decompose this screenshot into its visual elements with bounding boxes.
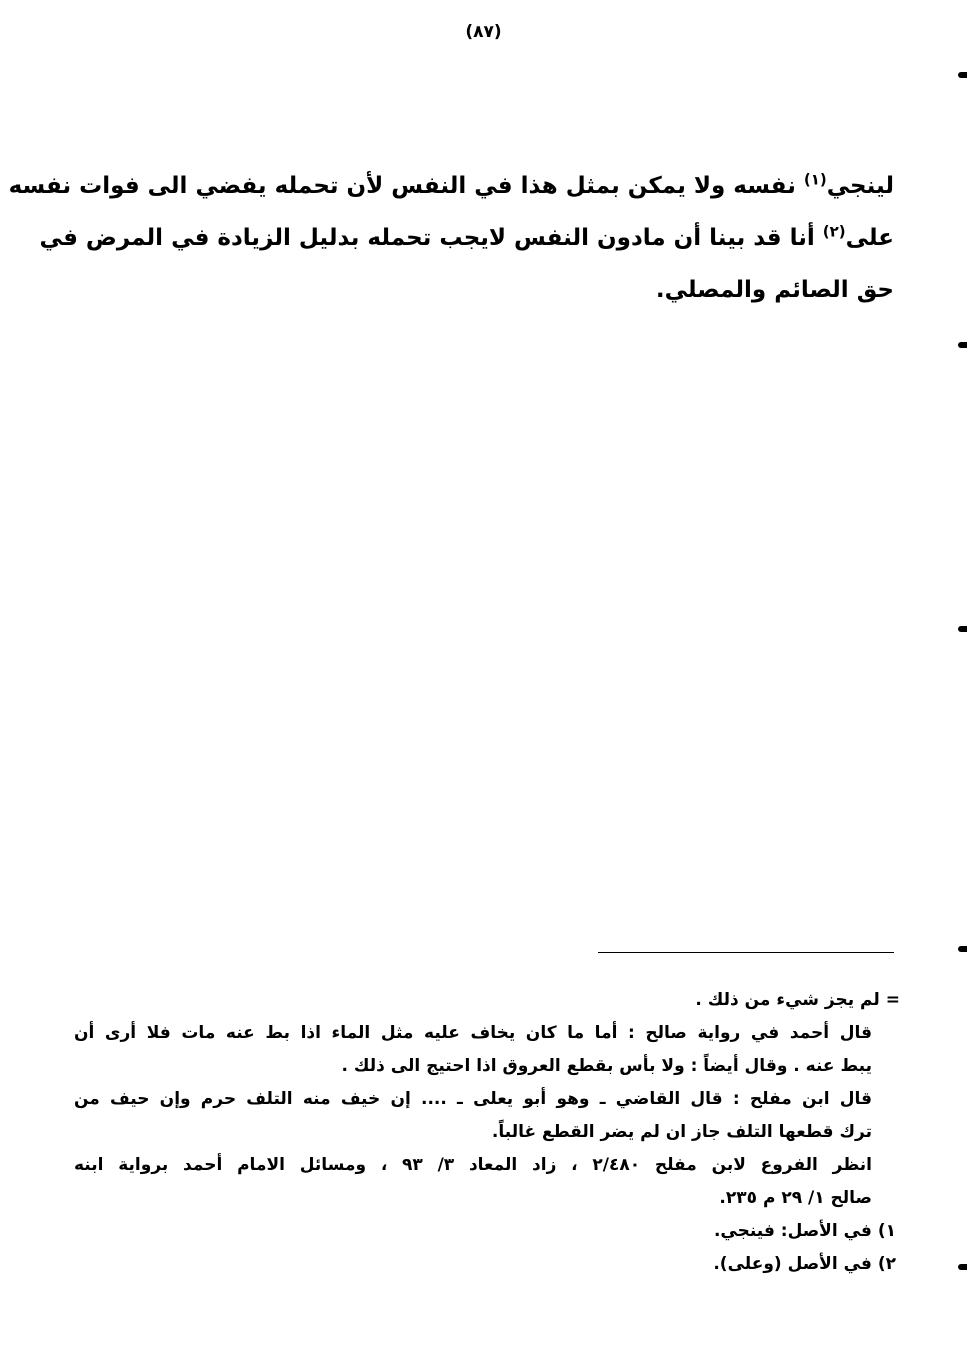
text-line bbox=[74, 264, 894, 316]
margin-mark bbox=[958, 626, 967, 632]
continuation-mark: = bbox=[885, 990, 900, 1010]
footnotes bbox=[74, 984, 900, 1281]
note-line: ترك قطعها التلف جاز ان لم يضر القطع غالباً. bbox=[491, 1122, 872, 1142]
text-line bbox=[39, 212, 894, 264]
note-line: يبط عنه . وقال أيضاً : ولا بأس بقطع العروق اذا احتيج الى ذلك . bbox=[341, 1056, 872, 1076]
margin-mark bbox=[958, 72, 967, 78]
note-line: انظر الفروع لابن مفلح ٢/٤٨٠ ، زاد المعاد ٣/ ٩٣ ، ومسائل الامام أحمد برواية ابنه bbox=[74, 1155, 872, 1175]
text-segment: نفسه ولا يمكن بمثل هذا في النفس لأن تحمله يفضي الى فوات نفسه bbox=[8, 173, 804, 199]
note-line: صالح ١/ ٢٩ م ٢٣٥. bbox=[719, 1188, 872, 1208]
margin-mark bbox=[958, 1264, 967, 1270]
text-segment: حق الصائم والمصلي. bbox=[655, 277, 894, 303]
note-text: لم يجز شيء من ذلك . bbox=[695, 990, 880, 1010]
page-number: (٨٧) bbox=[465, 22, 502, 42]
footnote-separator bbox=[598, 952, 894, 953]
footnote-ref: (١) bbox=[803, 170, 827, 189]
text-segment: أنا قد بينا أن مادون النفس لايجب تحمله بدليل الزيادة في المرض في bbox=[39, 225, 823, 251]
text-line bbox=[8, 160, 894, 212]
margin-mark bbox=[958, 342, 967, 348]
note-line bbox=[74, 984, 900, 1017]
text-segment: لينجي bbox=[826, 173, 894, 199]
footnote-2: ٢) في الأصل (وعلى). bbox=[713, 1254, 896, 1274]
note-line: قال ابن مفلح : قال القاضي ـ وهو أبو يعلى ـ .... إن خيف منه التلف حرم وإن حيف من bbox=[74, 1089, 872, 1109]
note-line: قال أحمد في رواية صالح : أما ما كان يخاف عليه مثل الماء اذا بط عنه مات فلا أرى أن bbox=[74, 1023, 872, 1043]
margin-mark bbox=[958, 946, 967, 952]
text-segment: على bbox=[845, 225, 894, 251]
footnote-1: ١) في الأصل: فينجي. bbox=[713, 1221, 896, 1241]
main-text bbox=[8, 160, 894, 316]
footnote-ref: (٢) bbox=[822, 222, 846, 241]
